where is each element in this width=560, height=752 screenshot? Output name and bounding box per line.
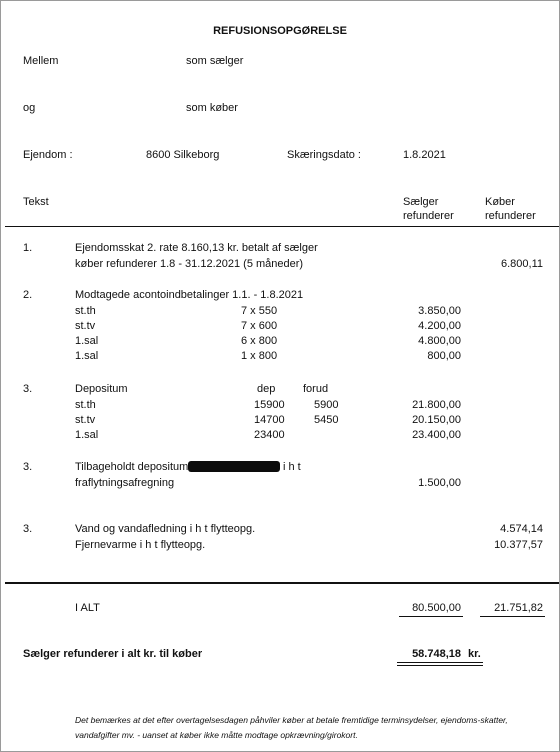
section3-row-unit: 1.sal	[75, 429, 99, 441]
section3b-seller-amount: 1.500,00	[418, 477, 461, 489]
section3c-buyer2: 10.377,57	[494, 539, 543, 551]
section3-row-unit: st.th	[75, 399, 96, 411]
cutoff-date-label: Skæringsdato :	[287, 149, 361, 161]
section2-number: 2.	[23, 289, 33, 301]
section2-row-seller: 3.850,00	[418, 305, 461, 317]
section3c-buyer1: 4.574,14	[500, 523, 543, 535]
final-underline-1	[397, 662, 483, 663]
section2-row-seller: 800,00	[427, 350, 461, 362]
section3-row-forud: 5900	[314, 399, 339, 411]
section3b-line2: fraflytningsafregning	[75, 477, 175, 489]
buyer-role: som køber	[186, 102, 238, 114]
seller-header-line1: Sælger	[403, 196, 439, 208]
section2-row-unit: st.tv	[75, 320, 96, 332]
totals-divider	[5, 582, 559, 584]
buyer-total: 21.751,82	[494, 602, 543, 614]
section3c-line2: Fjernevarme i h t flytteopg.	[75, 539, 206, 551]
buyer-header-line1: Køber	[485, 196, 515, 208]
tekst-header: Tekst	[23, 196, 49, 208]
section2-row-unit: 1.sal	[75, 335, 99, 347]
section2-heading: Modtagede acontoindbetalinger 1.1. - 1.8.2021	[75, 289, 304, 301]
section3b-line1: Tilbageholdt depositum	[75, 461, 189, 473]
section3-row-dep: 23400	[254, 429, 285, 441]
document-title: REFUSIONSOPGØRELSE	[213, 25, 347, 37]
seller-total: 80.500,00	[412, 602, 461, 614]
section2-row-calc: 6 x 800	[241, 335, 278, 347]
total-label: I ALT	[75, 602, 100, 614]
section3b-line1-tail: i h t	[283, 461, 301, 473]
section3-col-dep: dep	[257, 383, 276, 395]
property-value: 8600 Silkeborg	[146, 149, 220, 161]
seller-header-line2: refunderer	[403, 210, 454, 222]
section2-row-unit: 1.sal	[75, 350, 99, 362]
section2-row-unit: st.th	[75, 305, 96, 317]
buyer-header-line2: refunderer	[485, 210, 536, 222]
section2-row-seller: 4.200,00	[418, 320, 461, 332]
section1-number: 1.	[23, 242, 33, 254]
property-label: Ejendom :	[23, 149, 73, 161]
mellem-label: Mellem	[23, 55, 59, 67]
section2-row-seller: 4.800,00	[418, 335, 461, 347]
section1-line2: køber refunderer 1.8 - 31.12.2021 (5 måneder)	[75, 258, 304, 270]
section2-row-calc: 7 x 600	[241, 320, 278, 332]
final-unit: kr.	[468, 648, 481, 660]
redaction-bar	[188, 461, 280, 472]
section3-row-seller: 21.800,00	[412, 399, 461, 411]
section3-heading: Depositum	[75, 383, 128, 395]
final-label: Sælger refunderer i alt kr. til køber	[23, 648, 203, 660]
seller-total-underline	[399, 616, 463, 617]
section1-buyer-amount: 6.800,11	[500, 258, 543, 270]
section3-row-unit: st.tv	[75, 414, 96, 426]
section3-row-forud: 5450	[314, 414, 339, 426]
section3-row-dep: 14700	[254, 414, 285, 426]
section3-col-forud: forud	[303, 383, 329, 395]
og-label: og	[23, 102, 36, 114]
final-amount: 58.748,18	[412, 648, 461, 660]
final-underline-2	[397, 665, 483, 666]
section3-row-seller: 20.150,00	[412, 414, 461, 426]
section2-row-calc: 1 x 800	[241, 350, 278, 362]
section3c-number: 3.	[23, 523, 33, 535]
section2-row-calc: 7 x 550	[241, 305, 278, 317]
section1-line1: Ejendomsskat 2. rate 8.160,13 kr. betalt af sælger	[75, 242, 318, 254]
section3-row-seller: 23.400,00	[412, 429, 461, 441]
buyer-total-underline	[480, 616, 545, 617]
section3b-number: 3.	[23, 461, 33, 473]
section3-row-dep: 15900	[254, 399, 285, 411]
header-divider	[5, 226, 559, 227]
section3-number: 3.	[23, 383, 33, 395]
section3c-line1: Vand og vandafledning i h t flytteopg.	[75, 523, 256, 535]
seller-role: som sælger	[186, 55, 244, 67]
cutoff-date-value: 1.8.2021	[403, 149, 446, 161]
footnote: Det bemærkes at det efter overtagelsesdagen påhviler køber at betale fremtidige terminsydelser, ejendoms-skatter, vandafgifter mv. - uanset at køber ikke måtte modtage opkrævning/girokort.	[75, 715, 508, 740]
